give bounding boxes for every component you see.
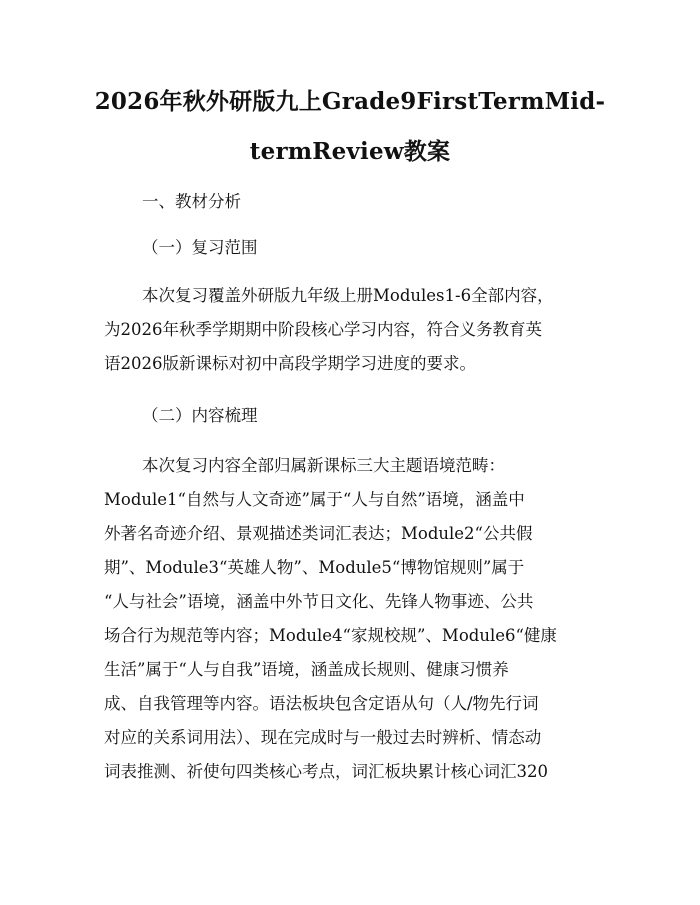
paragraph-line: 为2026年秋季学期期中阶段核心学习内容，符合义务教育英 [104,320,542,339]
section-heading-textbook-analysis: 一、教材分析 [142,192,241,211]
paragraph-line: 语2026版新课标对初中高段学期学习进度的要求。 [104,354,476,373]
paragraph-line: 对应的关系词用法）、现在完成时与一般过去时辨析、情态动 [104,728,542,747]
paragraph-line: 本次复习覆盖外研版九年级上册Modules1-6全部内容， [142,286,554,305]
paragraph-line: “人与社会”语境，涵盖中外节日文化、先锋人物事迹、公共 [104,592,534,611]
document-title-line-2: termReview教案 [249,138,451,165]
paragraph-line: 词表推测、祈使句四类核心考点，词汇板块累计核心词汇320 [104,762,548,781]
paragraph-line: Module1“自然与人文奇迹”属于“人与自然”语境，涵盖中 [104,490,525,509]
subsection-heading-review-scope: （一）复习范围 [142,238,258,257]
paragraph-line: 外著名奇迹介绍、景观描述类词汇表达；Module2“公共假 [104,524,533,543]
paragraph-line: 成、自我管理等内容。语法板块包含定语从句（人/物先行词 [104,694,539,713]
subsection-heading-content-overview: （二）内容梳理 [142,406,258,425]
paragraph-line: 场合行为规范等内容；Module4“家规校规”、Module6“健康 [104,626,557,645]
paragraph-line: 本次复习内容全部归属新课标三大主题语境范畴： [142,456,505,475]
paragraph-line: 期”、Module3“英雄人物”、Module5“博物馆规则”属于 [104,558,525,577]
paragraph-line: 生活”属于“人与自我”语境，涵盖成长规则、健康习惯养 [104,660,509,679]
document-title-line-1: 2026年秋外研版九上Grade9FirstTermMid- [94,88,606,115]
